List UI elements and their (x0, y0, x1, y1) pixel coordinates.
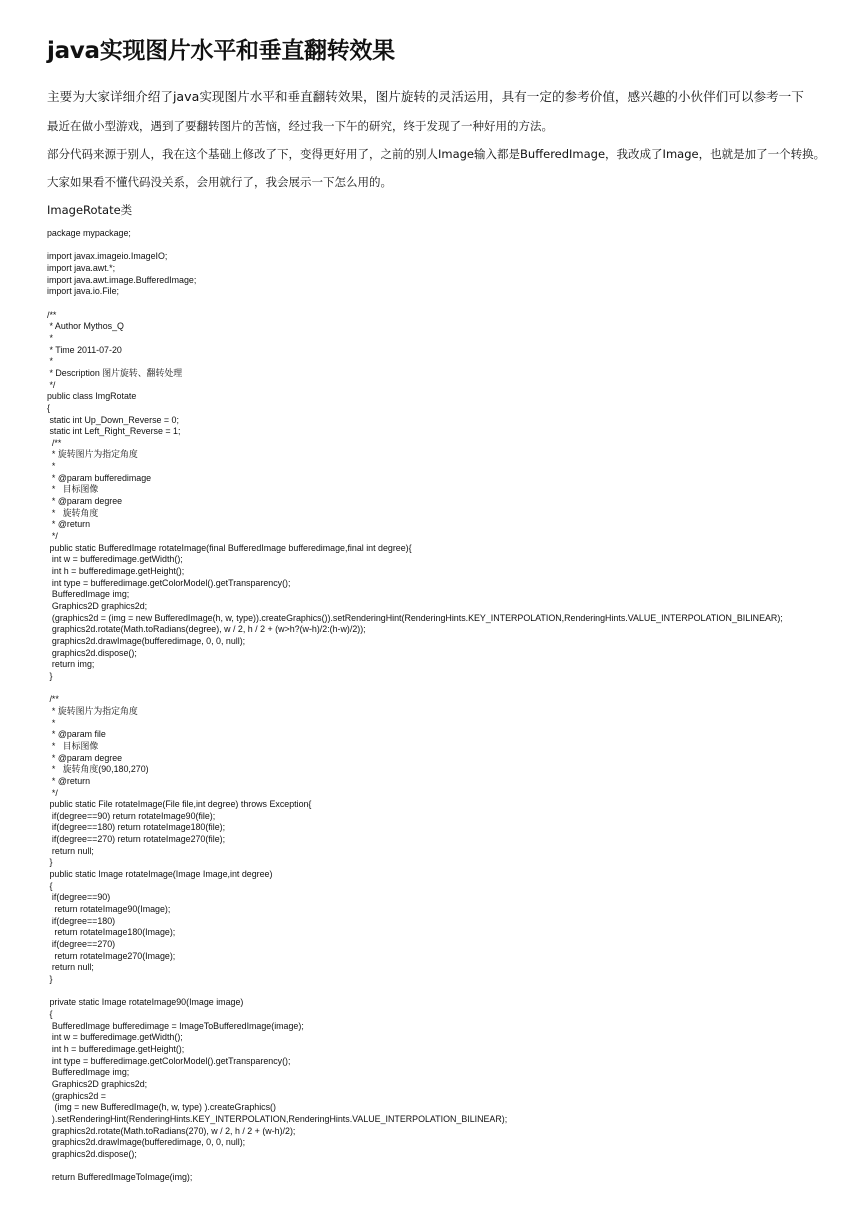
class-heading: ImageRotate类 (47, 203, 133, 217)
paragraph-2: 部分代码来源于别人，我在这个基础上修改了下，变得更好用了，之前的别人Image输入都是BufferedImage，我改成了Image，也就是加了一个转换。 (47, 147, 826, 161)
article-summary: 主要为大家详细介绍了java实现图片水平和垂直翻转效果，图片旋转的灵活运用，具有一定的参考价值，感兴趣的小伙伴们可以参考一下 (47, 89, 804, 104)
article-title: java实现图片水平和垂直翻转效果 (47, 38, 395, 64)
code-block: package mypackage; import javax.imageio.ImageIO; import java.awt.*; import java.awt.image.BufferedImage; import java.io.File; /** * Author Mythos_Q * * Time 2011-07-20 * * Description 图片旋转、翻转处理 */ public class ImgRotate { static int Up_Down_Reverse = 0; static int Left_Right_Reverse = 1; /** * 旋转图片为指定角度 * * @param bufferedimage * 目标图像 * @param degree * 旋转角度 * @return */ public static BufferedImage rotateImage(final BufferedImage bufferedimage,final int degree){ int w = bufferedimage.getWidth(); int h = bufferedimage.getHeight(); int type = bufferedimage.getColorModel().getTransparency(); BufferedImage img; Graphics2D graphics2d; (graphics2d = (img = new BufferedImage(h, w, type)).createGraphics()).setRenderingHint(RenderingHints.KEY_INTERPOLATION,RenderingHints.VALUE_INTERPOLATION_BILINEAR); graphics2d.rotate(Math.toRadians(degree), w / 2, h / 2 + (w>h?(w-h)/2:(h-w)/2)); graphics2d.drawImage(bufferedimage, 0, 0, null); graphics2d.dispose(); return img; } /** * 旋转图片为指定角度 * * @param file * 目标图像 * @param degree * 旋转角度(90,180,270) * @return */ public static File rotateImage(File file,int degree) throws Exception{ if(degree==90) return rotateImage90(file); if(degree==180) return rotateImage180(file); if(degree==270) return rotateImage270(file); return null; } public static Image rotateImage(Image Image,int degree) { if(degree==90) return rotateImage90(Image); if(degree==180) return rotateImage180(Image); if(degree==270) return rotateImage270(Image); return null; } private static Image rotateImage90(Image image) { BufferedImage bufferedimage = ImageToBufferedImage(image); int w = bufferedimage.getWidth(); int h = bufferedimage.getHeight(); int type = bufferedimage.getColorModel().getTransparency(); BufferedImage img; Graphics2D graphics2d; (graphics2d = (img = new BufferedImage(h, w, type) ).createGraphics() ).setRenderingHint(RenderingHints.KEY_INTERPOLATION,RenderingHints.VALUE_INTERPOLATION_BILINEAR); graphics2d.rotate(Math.toRadians(270), w / 2, h / 2 + (w-h)/2); graphics2d.drawImage(bufferedimage, 0, 0, null); graphics2d.dispose(); return BufferedImageToImage(img); (47, 228, 783, 1183)
paragraph-1: 最近在做小型游戏，遇到了要翻转图片的苦恼，经过我一下午的研究，终于发现了一种好用的方法。 (47, 119, 553, 133)
paragraph-3: 大家如果看不懂代码没关系，会用就行了，我会展示一下怎么用的。 (47, 175, 392, 189)
